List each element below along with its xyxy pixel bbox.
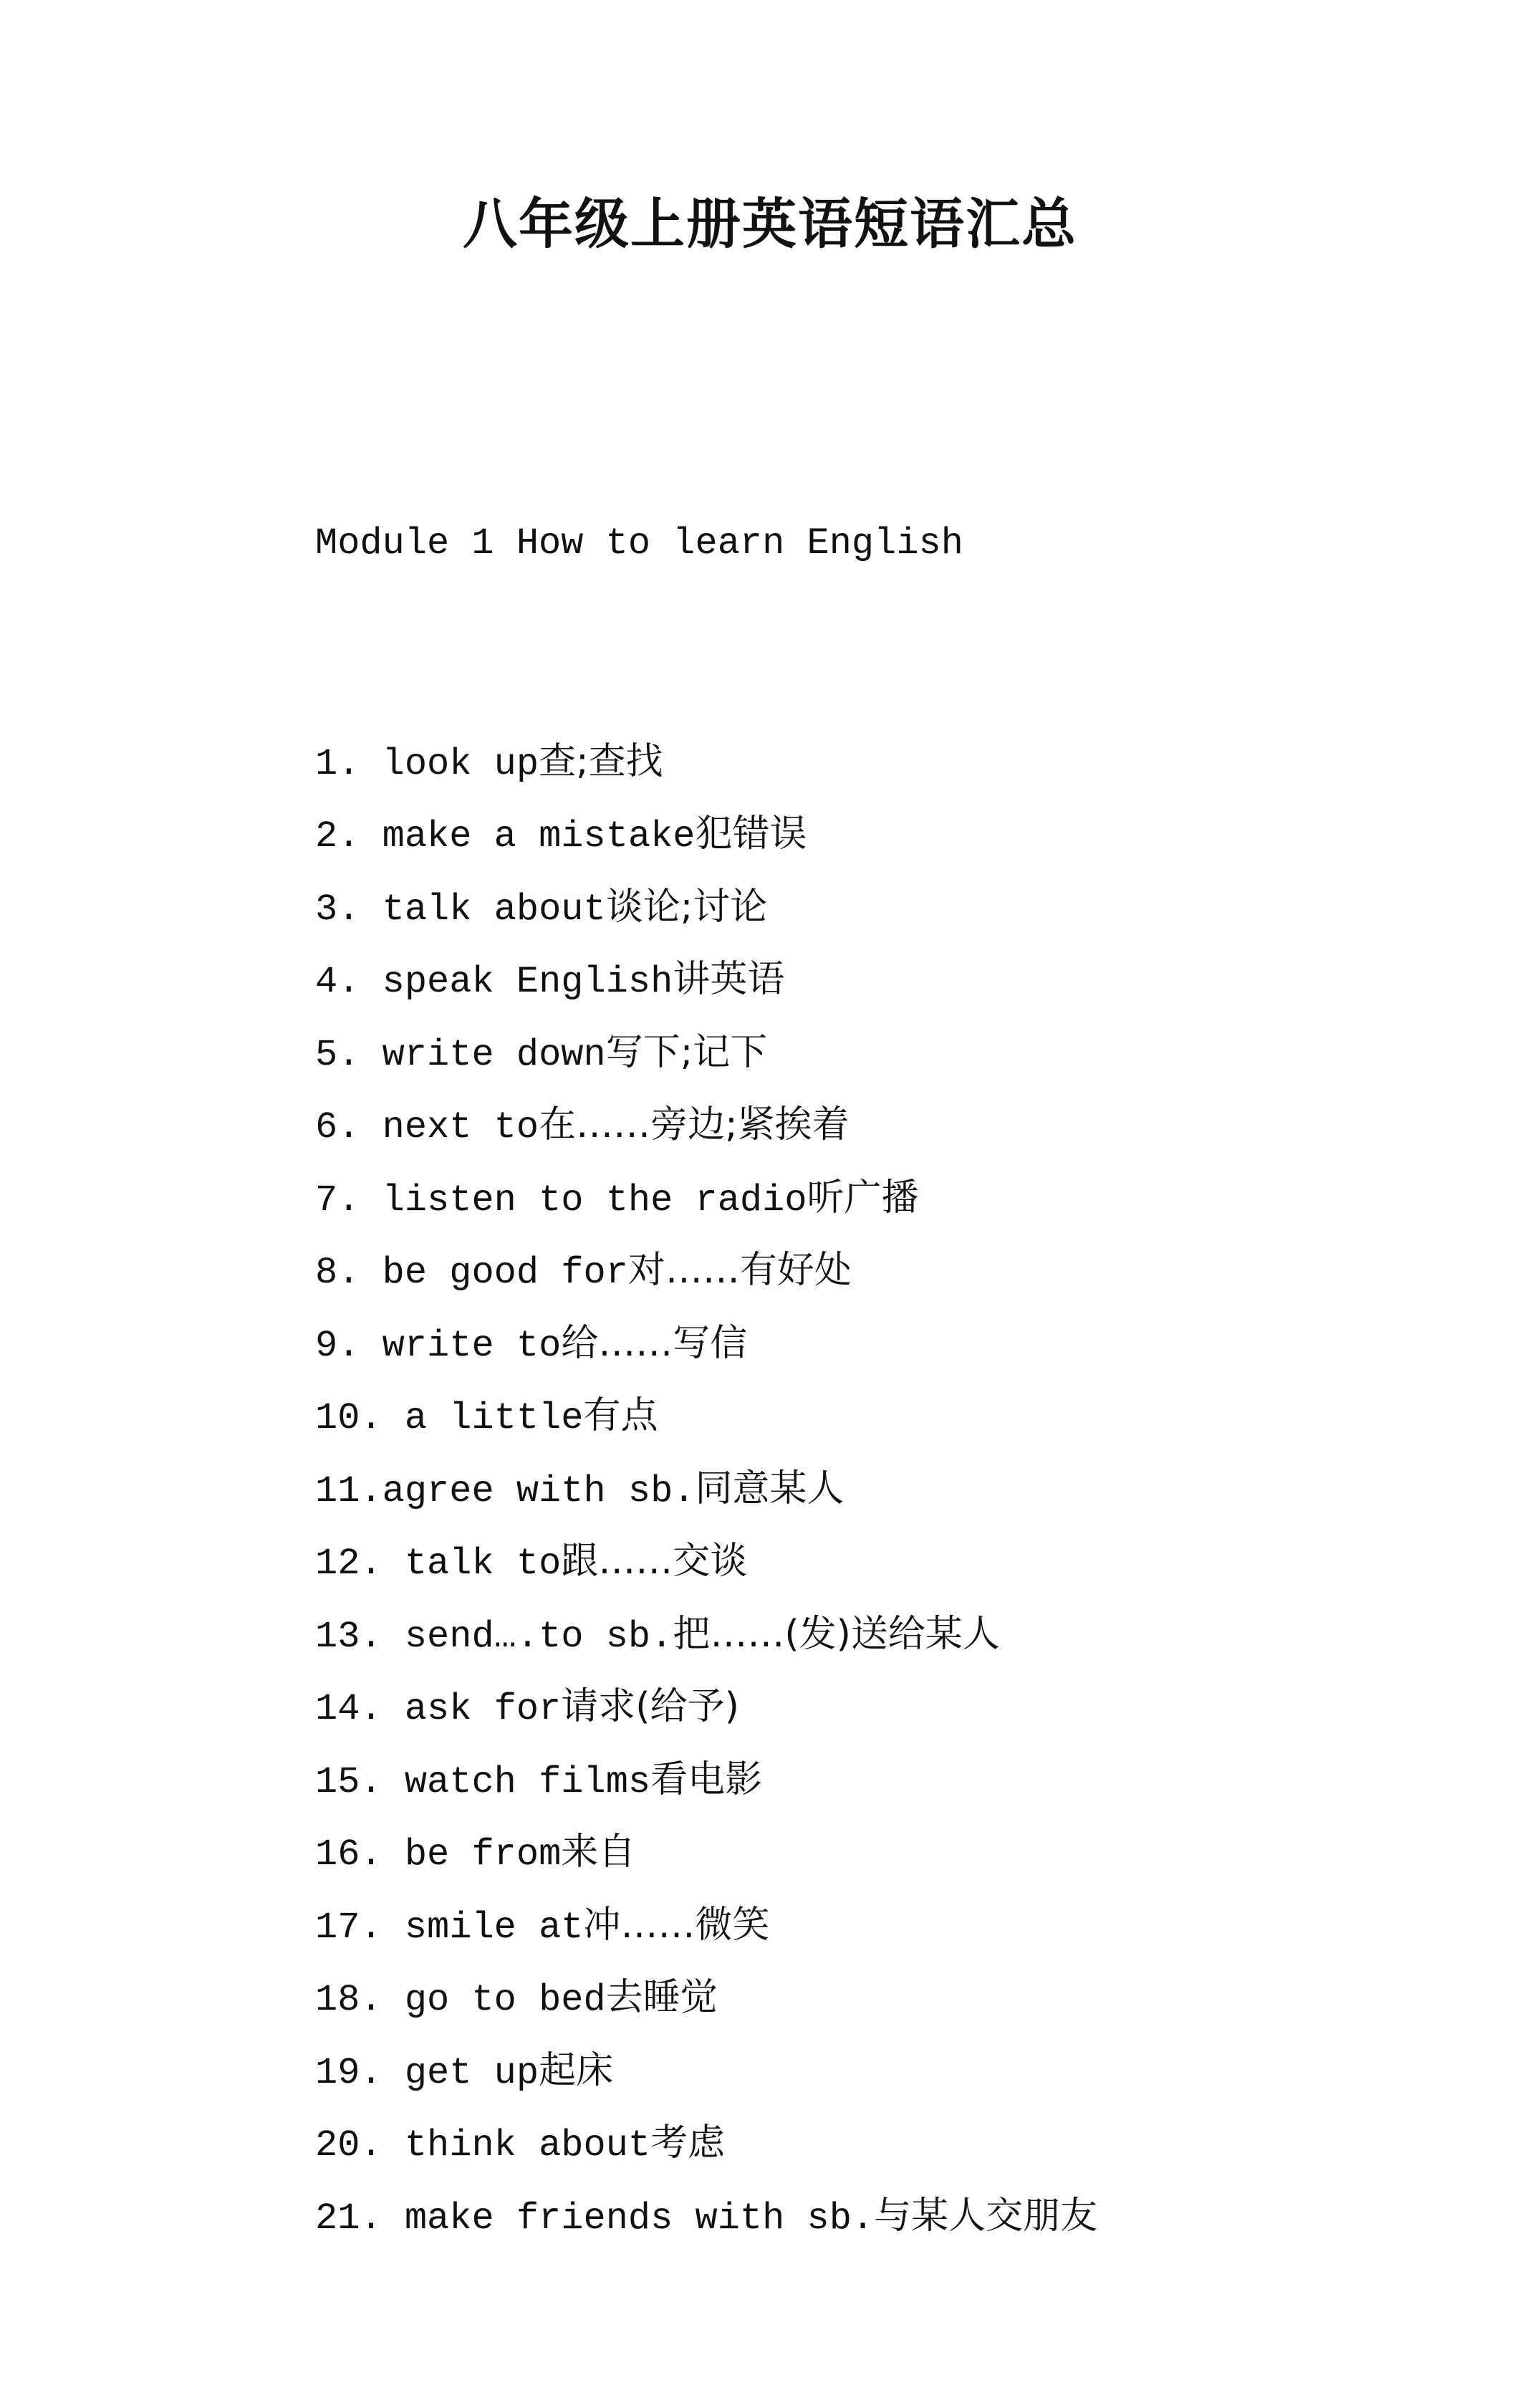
phrase-english: look up — [382, 742, 539, 785]
phrase-chinese: 去睡觉 — [605, 1976, 718, 2019]
phrase-number: 10. — [315, 1397, 382, 1439]
list-item — [315, 1671, 1461, 1744]
phrase-number: 15. — [315, 1760, 382, 1803]
phrase-number: 8. — [315, 1252, 360, 1294]
phrase-english: make a mistake — [382, 815, 696, 858]
list-item — [315, 1089, 1461, 1162]
phrase-number: 13. — [315, 1615, 382, 1658]
phrase-number: 5. — [315, 1033, 360, 1076]
phrase-number: 2. — [315, 815, 360, 858]
list-item — [315, 1308, 1461, 1381]
phrase-number: 3. — [315, 888, 360, 931]
phrase-english: write to — [382, 1324, 562, 1367]
phrase-english: a little — [404, 1397, 584, 1439]
phrase-english: next to — [382, 1106, 539, 1148]
phrase-english: speak English — [382, 961, 673, 1003]
list-item — [315, 726, 1461, 799]
list-item — [315, 2107, 1461, 2180]
phrase-english: ask for — [404, 1688, 562, 1730]
phrase-chinese: 起床 — [539, 2048, 614, 2092]
phrase-number: 14. — [315, 1688, 382, 1730]
phrase-number: 11. — [315, 1469, 382, 1512]
phrase-english: write down — [382, 1033, 606, 1076]
phrase-english: be good for — [382, 1252, 628, 1294]
phrase-chinese: 与某人交朋友 — [874, 2194, 1098, 2238]
phrase-number: 21. — [315, 2197, 382, 2240]
phrase-number: 1. — [315, 742, 360, 785]
phrase-chinese: 跟……交谈 — [561, 1540, 748, 1583]
phrase-english: watch films — [404, 1760, 651, 1803]
phrase-chinese: 谈论;讨论 — [605, 885, 768, 929]
phrase-english: send….to sb. — [404, 1615, 673, 1658]
phrase-english: make friends with sb. — [404, 2197, 875, 2240]
phrase-chinese: 讲英语 — [673, 958, 785, 1001]
list-item — [315, 2180, 1461, 2253]
phrase-english: be from — [404, 1833, 562, 1876]
phrase-chinese: 在……旁边;紧挨着 — [539, 1103, 850, 1146]
phrase-number: 16. — [315, 1833, 382, 1876]
phrase-english: talk to — [404, 1543, 562, 1585]
phrase-chinese: 看电影 — [650, 1757, 763, 1801]
phrase-number: 6. — [315, 1106, 360, 1148]
phrase-english: talk about — [382, 888, 606, 931]
phrase-chinese: 把……(发)送给某人 — [673, 1612, 1000, 1656]
phrase-number: 18. — [315, 1979, 382, 2021]
list-item — [315, 1017, 1461, 1090]
phrase-chinese: 犯错误 — [695, 812, 807, 855]
phrase-number: 19. — [315, 2051, 382, 2094]
phrase-chinese: 请求(给予) — [561, 1685, 739, 1728]
phrase-chinese: 写下;记下 — [605, 1030, 768, 1074]
phrase-chinese: 同意某人 — [695, 1467, 844, 1510]
phrase-english: smile at — [404, 1906, 584, 1949]
page-title: 八年级上册英语短语汇总 — [463, 192, 1077, 256]
phrase-number: 7. — [315, 1179, 360, 1222]
phrase-chinese: 听广播 — [807, 1176, 919, 1219]
list-item — [315, 1962, 1461, 2035]
list-item — [315, 1234, 1461, 1308]
phrase-english: go to bed — [404, 1979, 606, 2021]
phrase-chinese: 对……有好处 — [627, 1249, 852, 1292]
list-item — [315, 1380, 1461, 1453]
phrase-number: 4. — [315, 961, 360, 1003]
phrase-number: 12. — [315, 1543, 382, 1585]
phrase-english: get up — [404, 2051, 539, 2094]
list-item — [315, 1889, 1461, 1962]
phrase-english: listen to the radio — [382, 1179, 807, 1222]
list-item — [315, 798, 1461, 871]
phrase-english: agree with sb. — [382, 1469, 696, 1512]
phrase-number: 20. — [315, 2124, 382, 2167]
list-item — [315, 2035, 1461, 2108]
list-item — [315, 1162, 1461, 1235]
document-body — [315, 362, 1461, 2398]
list-item — [315, 1744, 1461, 1817]
list-item — [315, 1816, 1461, 1889]
phrase-list — [315, 726, 1461, 2253]
phrase-chinese: 给……写信 — [561, 1321, 748, 1365]
phrase-chinese: 有点 — [583, 1394, 658, 1437]
phrase-number: 9. — [315, 1324, 360, 1367]
list-item — [315, 1453, 1461, 1526]
list-item — [315, 871, 1461, 944]
list-item — [315, 944, 1461, 1017]
phrase-number: 17. — [315, 1906, 382, 1949]
phrase-chinese: 冲……微笑 — [583, 1903, 770, 1947]
list-item — [315, 1525, 1461, 1598]
phrase-chinese: 来自 — [561, 1831, 636, 1874]
phrase-chinese: 考虑 — [650, 2121, 726, 2164]
list-item — [315, 1598, 1461, 1672]
phrase-english: think about — [404, 2124, 651, 2167]
module-heading: Module 1 How to learn English — [315, 522, 963, 565]
phrase-chinese: 查;查找 — [539, 739, 663, 783]
